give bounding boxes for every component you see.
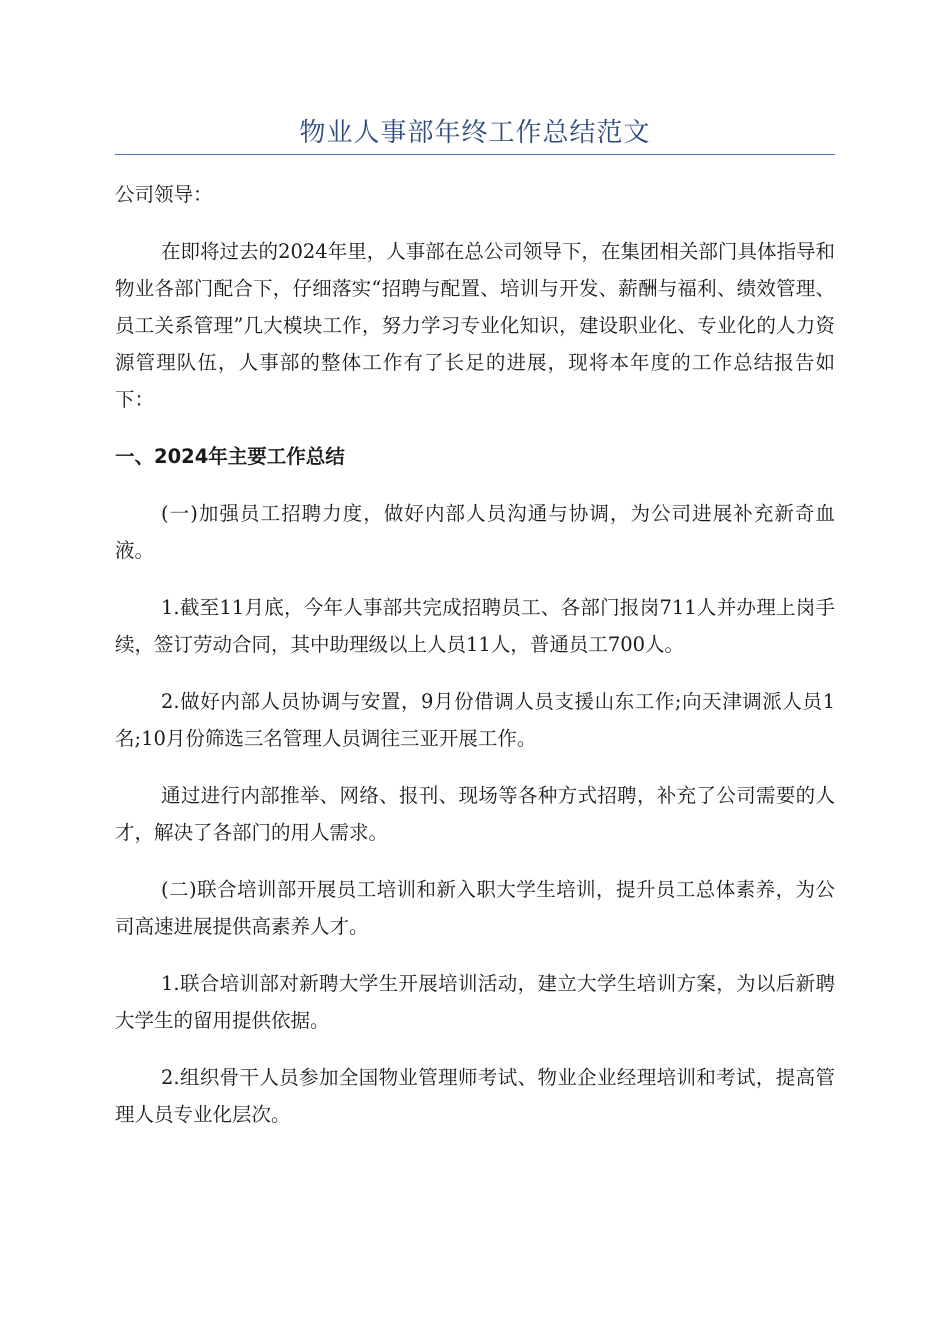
list-item-2-1: 1.联合培训部对新聘大学生开展培训活动，建立大学生培训方案，为以后新聘大学生的留用提供依据。 <box>115 972 835 1032</box>
list-item-2-2: 2.组织骨干人员参加全国物业管理师考试、物业企业经理培训和考试，提高管理人员专业化层次。 <box>115 1066 835 1126</box>
salutation: 公司领导： <box>115 183 213 206</box>
title-underline <box>115 154 835 155</box>
list-item-1-2: 2.做好内部人员协调与安置，9月份借调人员支援山东工作;向天津调派人员1名;10月份筛选三名管理人员调往三亚开展工作。 <box>115 690 835 750</box>
intro-paragraph: 在即将过去的2024年里，人事部在总公司领导下，在集团相关部门具体指导和物业各部门配合下，仔细落实“招聘与配置、培训与开发、薪酬与福利、绩效管理、员工关系管理”几大模块工作，努力学习专业化知识，建设职业化、专业化的人力资源管理队伍，人事部的整体工作有了长足的进展，现将本年度的工作总结报告如下： <box>115 240 835 411</box>
list-item-1-1: 1.截至11月底，今年人事部共完成招聘员工、各部门报岗711人并办理上岗手续，签订劳动合同，其中助理级以上人员11人，普通员工700人。 <box>115 596 835 656</box>
section-heading-1: 一、2024年主要工作总结 <box>115 445 345 468</box>
document-title: 物业人事部年终工作总结范文 <box>299 118 651 148</box>
subsection-heading-1: (一)加强员工招聘力度，做好内部人员沟通与协调，为公司进展补充新奇血液。 <box>115 502 835 562</box>
document-body <box>115 176 835 1153</box>
summary-paragraph-1: 通过进行内部推举、网络、报刊、现场等各种方式招聘，补充了公司需要的人才，解决了各部门的用人需求。 <box>115 784 835 844</box>
subsection-heading-2: (二)联合培训部开展员工培训和新入职大学生培训，提升员工总体素养，为公司高速进展提供高素养人才。 <box>115 878 835 938</box>
